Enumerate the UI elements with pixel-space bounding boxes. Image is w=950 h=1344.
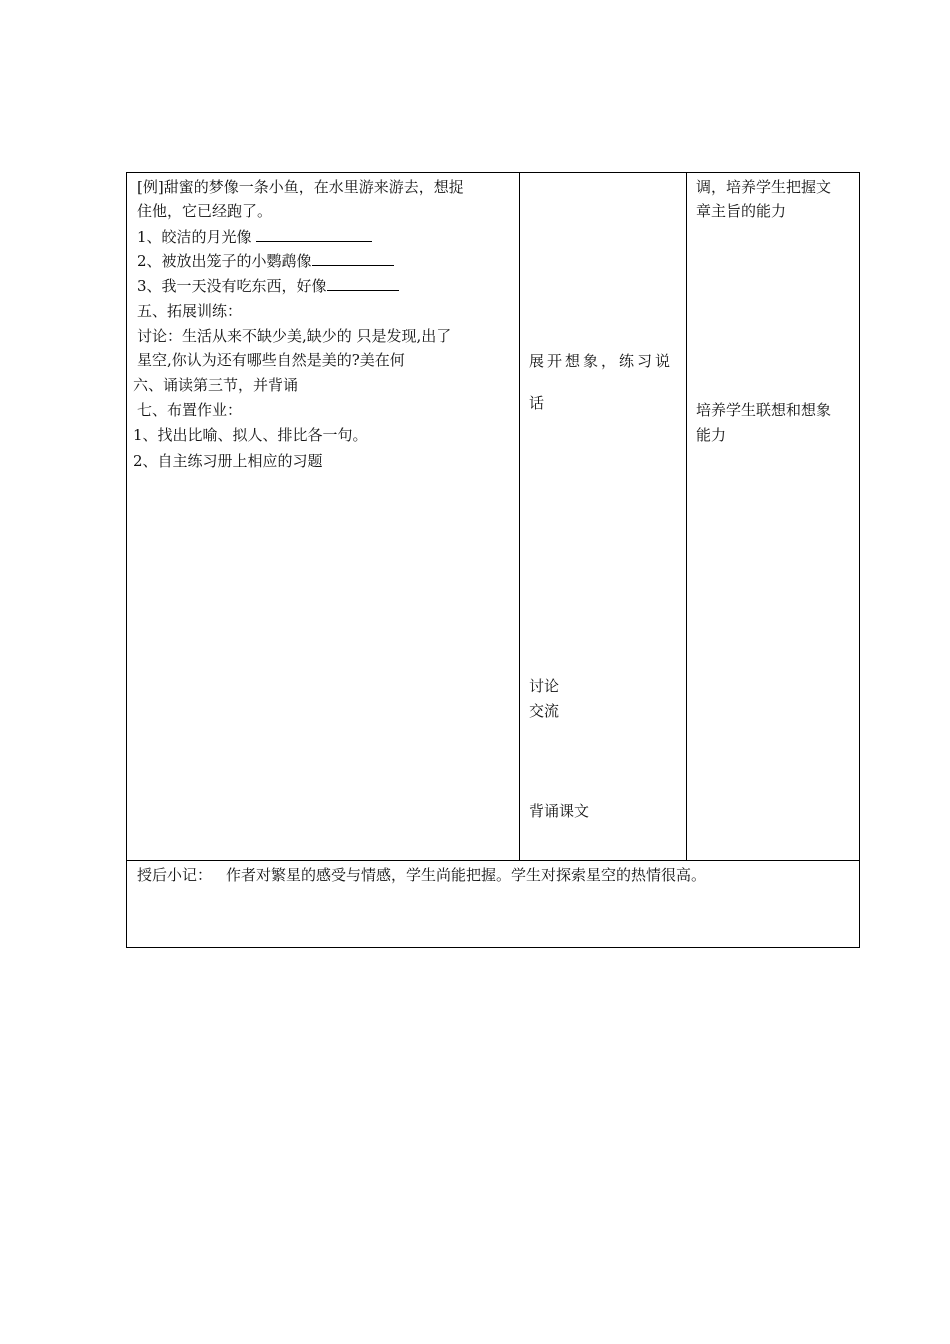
example-line-2: 住他，它已经跑了。	[137, 202, 273, 220]
section-heading-5: 五、拓展训练：	[137, 302, 243, 320]
example-line-1: [例]甜蜜的梦像一条小鱼，在水里游来游去，想捉	[137, 178, 464, 196]
column-divider-1	[519, 173, 520, 860]
activity-discuss-line-1: 讨论	[529, 677, 560, 695]
lesson-plan-table	[126, 172, 860, 948]
exercise-item-1: 1、皎洁的月光像	[137, 227, 372, 247]
fill-blank-1	[256, 227, 372, 242]
post-lesson-text: 作者对繁星的感受与情感，学生尚能把握。学生对探索星空的热情很高。	[226, 866, 707, 884]
activity-recite: 背诵课文	[529, 802, 590, 820]
section-heading-6: 六、诵读第三节，并背诵	[133, 376, 299, 394]
purpose-2-line-1: 培养学生联想和想象	[696, 401, 832, 419]
homework-item-1: 1、找出比喻、拟人、排比各一句。	[133, 426, 368, 444]
footer-divider	[127, 860, 859, 861]
exercise-item-3: 3、我一天没有吃东西，好像	[137, 276, 399, 296]
purpose-1-line-1: 调，培养学生把握文	[696, 178, 832, 196]
activity-imagine-line-1: 展开想象，练习说	[529, 352, 674, 370]
purpose-1-line-2: 章主旨的能力	[696, 202, 787, 220]
discussion-line-2: 星空,你认为还有哪些自然是美的?美在何	[137, 351, 405, 369]
homework-item-2: 2、自主练习册上相应的习题	[133, 452, 323, 470]
fill-blank-3	[327, 276, 399, 291]
discussion-line-1: 讨论：生活从来不缺少美,缺少的 只是发现,出了	[137, 327, 452, 345]
post-lesson-notes	[137, 865, 706, 885]
section-heading-7: 七、布置作业：	[137, 401, 243, 419]
activity-imagine-line-2: 话	[529, 394, 545, 412]
column-divider-2	[686, 173, 687, 860]
exercise-item-2: 2、被放出笼子的小鹦鹉像	[137, 251, 394, 271]
activity-discuss-line-2: 交流	[529, 702, 560, 720]
purpose-2-line-2: 能力	[696, 426, 727, 444]
fill-blank-2	[312, 251, 394, 266]
post-lesson-label: 授后小记：	[137, 866, 213, 884]
